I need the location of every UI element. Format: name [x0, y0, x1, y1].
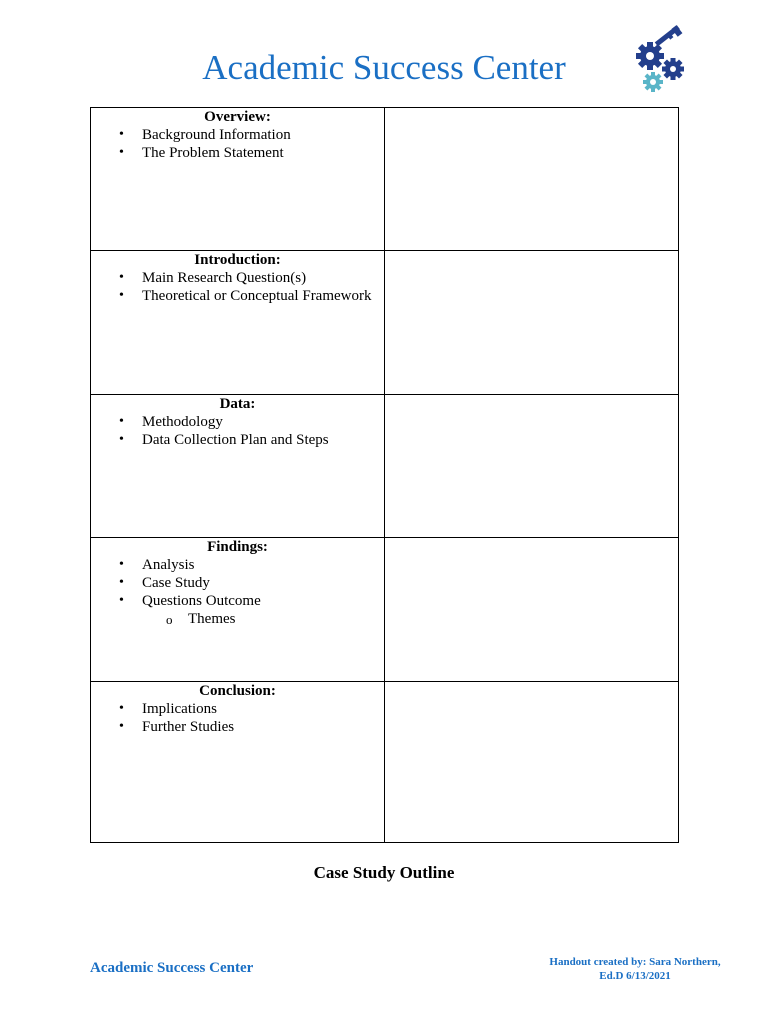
list-item: • Theoretical or Conceptual Framework [119, 288, 372, 304]
notes-cell[interactable] [385, 395, 679, 538]
notes-cell[interactable] [385, 682, 679, 843]
document-title: Case Study Outline [313, 863, 455, 882]
table-row [91, 538, 679, 682]
list-item: • The Problem Statement [119, 145, 284, 161]
outline-table [90, 107, 679, 843]
section-heading: Overview: [204, 109, 271, 125]
section-heading: Data: [219, 396, 256, 412]
notes-cell[interactable] [385, 108, 679, 251]
list-item: • Questions Outcome [119, 593, 261, 609]
section-overview [91, 108, 385, 251]
table-row [91, 251, 679, 395]
section-conclusion [91, 682, 385, 843]
list-item: • Data Collection Plan and Steps [119, 432, 329, 448]
list-item: • Background Information [119, 127, 291, 143]
notes-cell[interactable] [385, 538, 679, 682]
gears-key-icon [630, 24, 688, 96]
list-item: • Case Study [119, 575, 210, 591]
table-row [91, 682, 679, 843]
table-row [91, 395, 679, 538]
list-item: • Analysis [119, 557, 195, 573]
list-item: • Further Studies [119, 719, 235, 735]
section-findings [91, 538, 385, 682]
sub-list-item: o Themes [166, 611, 236, 627]
footer-credit-line-2: Ed.D 6/13/2021 [599, 970, 671, 982]
section-data [91, 395, 385, 538]
footer-organization: Academic Success Center [90, 960, 254, 976]
table-row [91, 108, 679, 251]
list-item: • Methodology [119, 414, 223, 430]
section-heading: Findings: [207, 539, 268, 555]
footer-credit-line-1: Handout created by: Sara Northern, [549, 956, 721, 968]
section-heading: Conclusion: [199, 683, 276, 699]
section-heading: Introduction: [194, 252, 281, 268]
list-item: • Implications [119, 701, 217, 717]
section-introduction [91, 251, 385, 395]
footer-credit [540, 955, 730, 983]
list-item: • Main Research Question(s) [119, 270, 307, 286]
notes-cell[interactable] [385, 251, 679, 395]
page-title: Academic Success Center [202, 48, 566, 87]
